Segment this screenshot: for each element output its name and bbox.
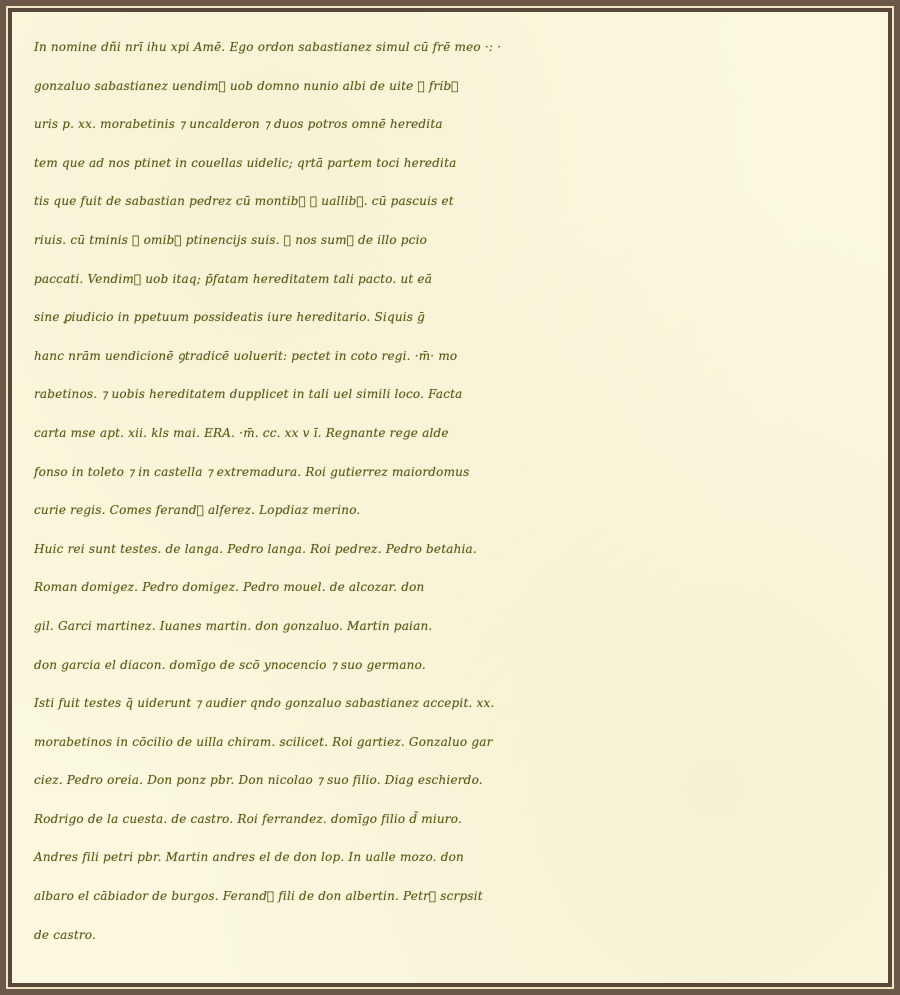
manuscript-line: albaro el cābiador de burgos. Ferand᷒ fili de don albertin. Petr᷒ scrpsit xyxy=(34,889,483,904)
manuscript-line: ciez. Pedro oreia. Don ponz pbr. Don nicolao ⁊ suo filio. Diag eschierdo. xyxy=(34,773,483,788)
manuscript-line: rabetinos. ⁊ uobis hereditatem dupplicet in tali uel simili loco. Facta xyxy=(34,387,463,402)
manuscript-line: carta mse apt. xii. kls mai. ERA. ·m̄. cc. xx v ī. Regnante rege alde xyxy=(34,425,449,440)
parchment-page xyxy=(12,12,888,983)
manuscript-line: Huic rei sunt testes. de langa. Pedro langa. Roi pedrez. Pedro betahia. xyxy=(34,541,477,556)
manuscript-line: de castro. xyxy=(34,927,97,942)
manuscript-line: paccati. Vendim᷒ uob itaq; p̄fatam hereditatem tali pacto. ut eā xyxy=(34,271,433,286)
manuscript-line: In nomine dñi nrī ihu xpi Amē. Ego ordon sabastianez simul cū frē meo ·: · xyxy=(34,40,502,54)
manuscript-line: Roman domigez. Pedro domigez. Pedro mouel. de alcozar. don xyxy=(34,580,425,595)
manuscript-line: gil. Garci martinez. Iuanes martin. don gonzaluo. Martin paian. xyxy=(34,618,433,633)
manuscript-line: Rodrigo de la cuesta. de castro. Roi ferrandez. domīgo filio d̄ miuro. xyxy=(34,811,462,826)
manuscript-line: gonzaluo sabastianez uendim᷒ uob domno nunio albi de uite ⁊ frib᷒ xyxy=(34,78,459,93)
manuscript-line: uris p. xx. morabetinis ⁊ uncalderon ⁊ duos potros omnē heredita xyxy=(34,117,443,132)
manuscript-line: hanc nrām uendicionē ꝯtradicē uoluerit: pectet in coto regi. ·m̄· mo xyxy=(34,348,458,363)
manuscript-line: tis que fuit de sabastian pedrez cū montib᷒ ⁊ uallib᷒. cū pascuis et xyxy=(34,194,454,209)
manuscript-line: riuis. cū tminis ⁊ omib᷒ ptinencijs suis. ⁊ nos sum᷒ de illo pcio xyxy=(34,232,428,247)
manuscript-line: tem que ad nos ptinet in couellas uidelic; qrtā partem toci heredita xyxy=(34,155,457,170)
manuscript-text xyxy=(34,28,884,954)
manuscript-line: sine ꝑiudicio in ppetuum possideatis iure hereditario. Siquis ḡ xyxy=(34,310,426,325)
manuscript-line: don garcia el diacon. domīgo de scō ynocencio ⁊ suo germano. xyxy=(34,657,426,672)
manuscript-line: Isti fuit testes q̄ uiderunt ⁊ audier qndo gonzaluo sabastianez accepit. xx. xyxy=(34,696,495,711)
manuscript-line: fonso in toleto ⁊ in castella ⁊ extremadura. Roi gutierrez maiordomus xyxy=(34,464,470,479)
manuscript-line: morabetinos in cōcilio de uilla chiram. scilicet. Roi gartiez. Gonzaluo gar xyxy=(34,734,493,749)
manuscript-line: curie regis. Comes ferand᷒ alferez. Lopdiaz merino. xyxy=(34,503,361,518)
manuscript-line: Andres fili petri pbr. Martin andres el de don lop. In ualle mozo. don xyxy=(34,850,464,865)
